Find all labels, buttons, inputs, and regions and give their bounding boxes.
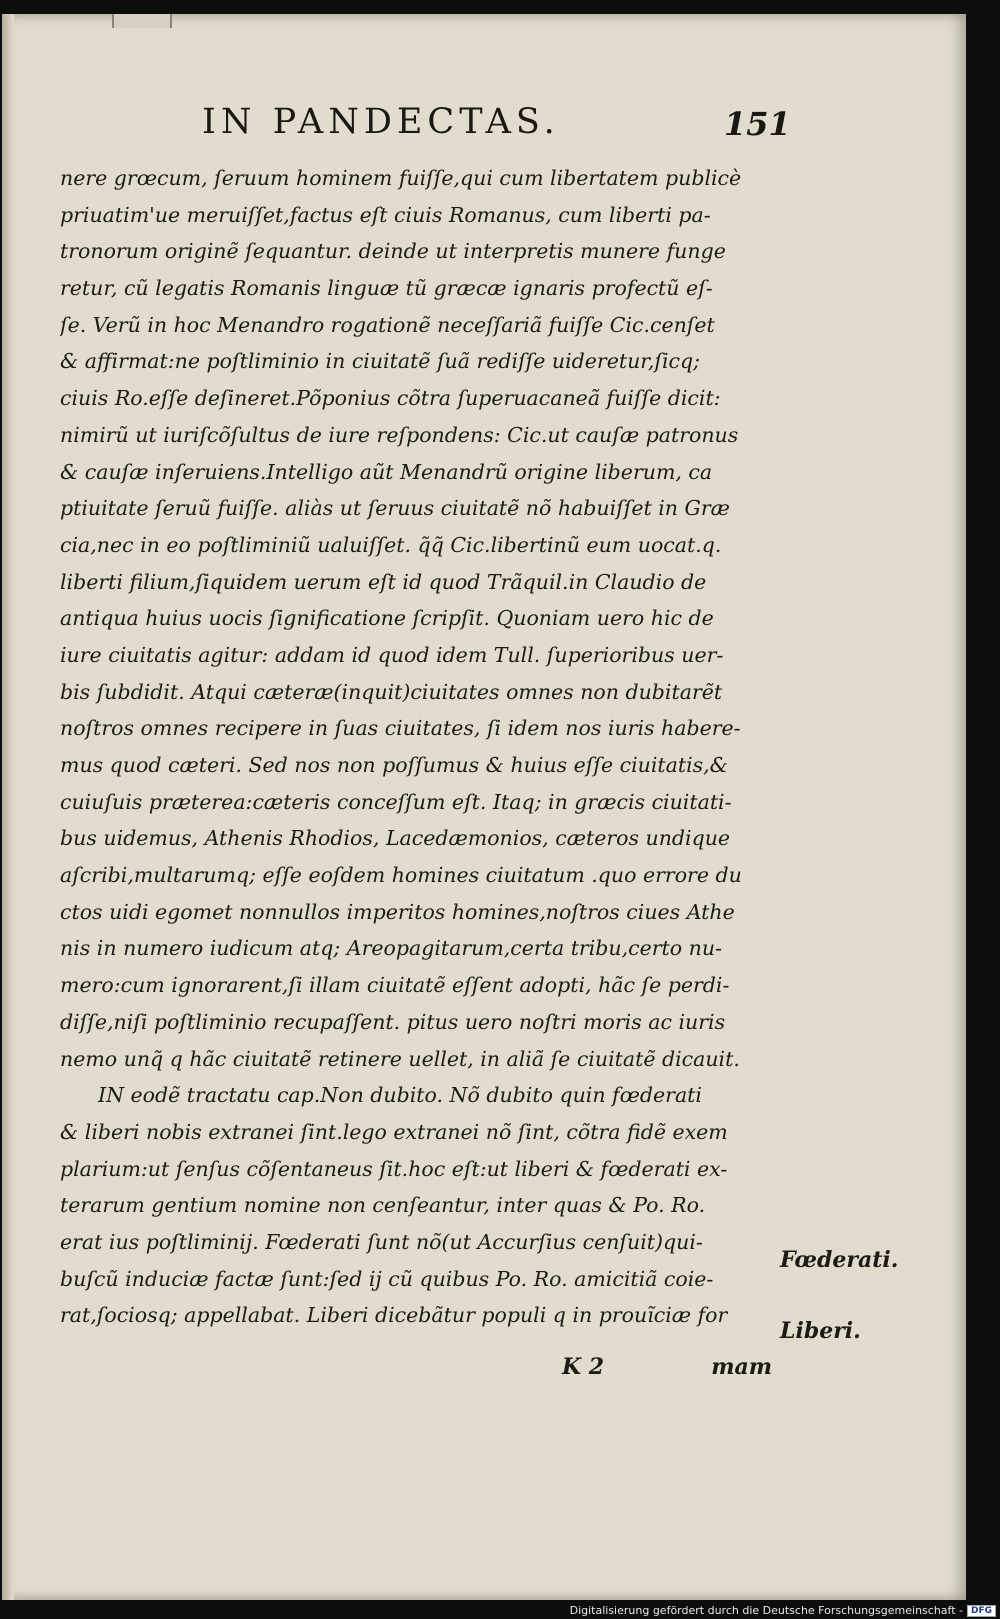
text-line: bus uidemus, Athenis Rhodios, Lacedæmonios, cæteros undique — [60, 826, 731, 851]
credit-text: Digitalisierung gefördert durch die Deutsche Forschungsgemeinschaft - — [569, 1604, 963, 1617]
text-line: tronorum originẽ ſequantur. deinde ut interpretis munere funge — [60, 239, 726, 264]
text-line: ctos uidi egomet nonnullos imperitos homines,noſtros ciues Athe — [60, 899, 735, 924]
text-line: nemo unq̃ q hãc ciuitatẽ retinere uellet, in aliã ſe ciuitatẽ dicauit. — [60, 1046, 740, 1071]
text-line: cuiuſuis præterea:cæteris conceſſum eſt. Itaq; in græcis ciuitati- — [60, 789, 732, 814]
page-foot — [562, 1354, 772, 1380]
text-line: erat ius poſtliminij. Fœderati ſunt nõ(ut Accurſius cenſuit)qui- — [60, 1229, 703, 1254]
text-line: aſcribi,multarumq; eſſe eoſdem homines ciuitatum .quo errore du — [60, 863, 742, 888]
text-line: nis in numero iudicum atq; Areopagitarum,certa tribu,certo nu- — [60, 936, 722, 961]
text-line: ptiuitate ſeruũ fuiſſe. aliàs ut ſeruus ciuitatẽ nõ habuiſſet in Græ — [60, 496, 730, 521]
signature-mark: K 2 — [562, 1354, 605, 1380]
margin-note-foederati: Fœderati. — [780, 1247, 899, 1273]
text-line: plarium:ut ſenſus cõſentaneus ſit.hoc eſt:ut liberi & fœderati ex- — [60, 1156, 728, 1181]
text-line: priuatim'ue meruiſſet,factus eſt ciuis Romanus, cum liberti pa- — [60, 202, 711, 227]
page-number: 151 — [724, 105, 791, 143]
book-page — [2, 14, 966, 1600]
text-line: liberti filium,ſiquidem uerum eſt id quod Trãquil.in Claudio de — [60, 569, 707, 594]
text-line: nere grœcum, ſeruum hominem fuiſſe,qui cum libertatem publicè — [60, 166, 742, 190]
catchword: mam — [711, 1354, 772, 1380]
text-line: ciuis Ro.eſſe deſineret.Põponius cõtra ſuperuacaneã fuiſſe dicit: — [60, 386, 721, 411]
page-gutter-shadow — [2, 14, 14, 1600]
main-text — [60, 160, 780, 1334]
text-line: & affirmat:ne poſtliminio in ciuitatẽ ſuã rediſſe uideretur,ſicq; — [60, 349, 701, 374]
text-line: noſtros omnes recipere in ſuas ciuitates, ſi idem nos iuris habere- — [60, 716, 741, 741]
text-line: antiqua huius uocis ſignificatione ſcripſit. Quoniam uero hic de — [60, 606, 714, 631]
text-line: rat,ſociosq; appellabat. Liberi dicebãtur populi q in prouĩciæ for — [60, 1303, 728, 1328]
text-line: mus quod cæteri. Sed nos non poſſumus & huius eſſe ciuitatis,& — [60, 753, 728, 777]
text-line: mero:cum ignorarent,ſi illam ciuitatẽ eſſent adopti, hãc ſe perdi- — [60, 973, 730, 998]
margin-note-liberi: Liberi. — [780, 1318, 861, 1344]
text-line: & cauſæ inſeruiens.Intelligo aũt Menandrũ origine liberum, ca — [60, 459, 713, 484]
text-line: nimirũ ut iuriſcõſultus de iure reſpondens: Cic.ut cauſæ patronus — [60, 422, 739, 447]
running-head: IN PANDECTAS. — [202, 102, 560, 142]
digitization-credit — [570, 1604, 996, 1617]
text-line: diſſe,niſi poſtliminio recupaſſent. pitus uero noſtri moris ac iuris — [60, 1009, 726, 1034]
text-line: & liberi nobis extranei ſint.lego extranei nõ ſint, cõtra fidẽ exem — [60, 1119, 728, 1144]
text-line: bis ſubdidit. Atqui cæteræ(inquit)ciuitates omnes non dubitarẽt — [60, 679, 723, 704]
text-line: cia,nec in eo poſtliminiũ ualuiſſet. q̃q̃ Cic.libertinũ eum uocat.q. — [60, 532, 722, 557]
dfg-logo: DFG — [967, 1605, 996, 1617]
text-line: IN eodẽ tractatu cap.Non dubito. Nõ dubito quin fœderati — [98, 1083, 702, 1108]
text-line: ſe. Verũ in hoc Menandro rogationẽ neceſſariã fuiſſe Cic.cenſet — [60, 312, 715, 337]
text-line: terarum gentium nomine non cenſeantur, inter quas & Po. Ro. — [60, 1193, 706, 1218]
text-line: buſcũ induciæ factæ ſunt:ſed ij cũ quibus Po. Ro. amicitiã coie- — [60, 1266, 714, 1291]
text-line: iure ciuitatis agitur: addam id quod idem Tull. ſuperioribus uer- — [60, 642, 724, 667]
text-line: retur, cũ legatis Romanis linguæ tũ græcæ ignaris profectũ eſ- — [60, 276, 713, 301]
page-clip — [112, 14, 172, 28]
